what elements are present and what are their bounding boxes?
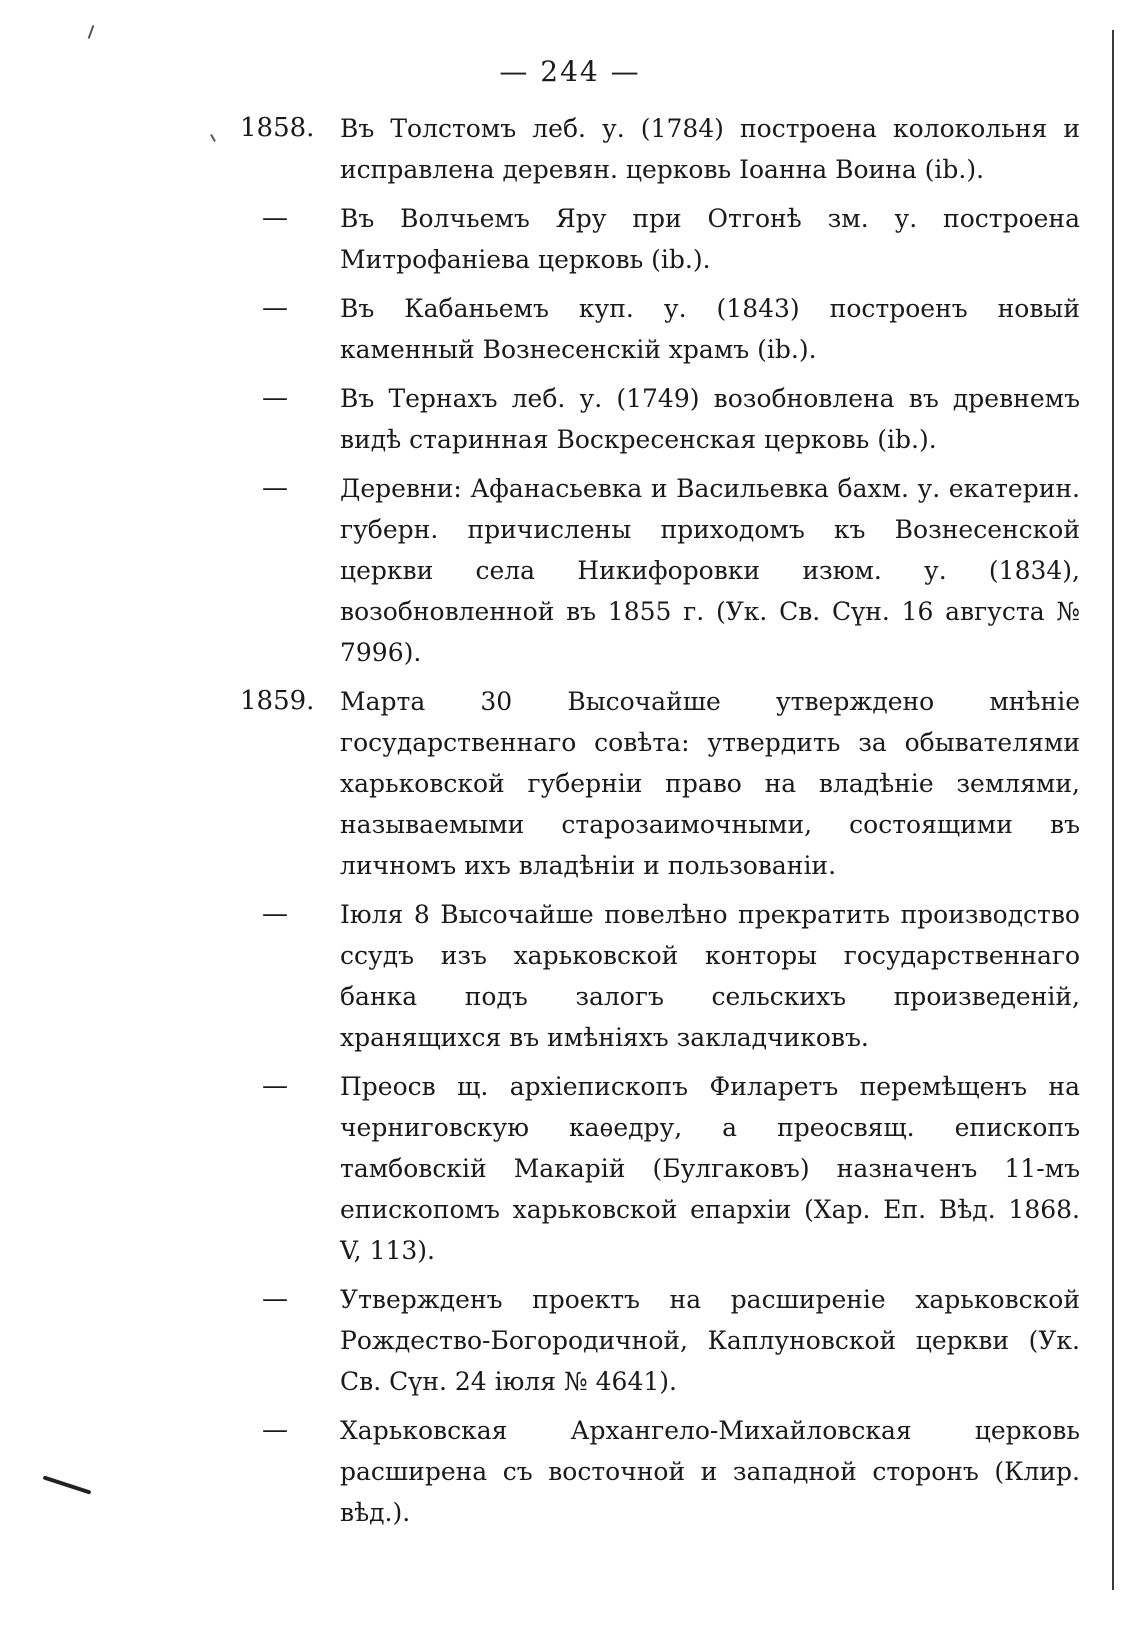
chronicle-entry (240, 468, 1080, 673)
entry-text: Харьковская Архангело-Михайловская церковь расширена съ восточной и западной сторонъ (Клир. вѣд.). (340, 1416, 1080, 1527)
entry-text: Въ Кабаньемъ куп. у. (1843) построенъ новый каменный Вознесенскій храмъ (ib.). (340, 294, 1080, 364)
chronicle-entry (240, 1279, 1080, 1402)
entry-dash: — (262, 1284, 288, 1314)
entry-dash: — (262, 293, 288, 323)
entry-text: Іюля 8 Высочайше повелѣно прекратить производство ссудъ изъ харьковской конторы государственнаго банка подъ залогъ сельскихъ произведеній, хранящихся въ имѣніяхъ закладчиковъ. (340, 900, 1080, 1052)
chronicle-entry (240, 1066, 1080, 1271)
entry-year: 1859. (240, 686, 315, 716)
entry-year: 1858. (240, 113, 315, 143)
stray-ink-mark (88, 25, 95, 39)
entry-text: Марта 30 Высочайше утверждено мнѣніе государственнаго совѣта: утвердить за обывателями харьковской губерніи право на владѣніе землями, называемыми старозаимочными, состоящими въ личномъ ихъ владѣніи и пользованіи. (340, 687, 1080, 880)
entry-dash: — (262, 473, 288, 503)
entry-dash: — (262, 203, 288, 233)
chronicle-entry (240, 198, 1080, 280)
stray-ink-mark (210, 134, 216, 142)
entry-text: Деревни: Афанасьевка и Васильевка бахм. у. екатерин. губерн. причислены приходомъ къ Вознесенской церкви села Никифоровки изюм. у. (1834), возобновленной въ 1855 г. (Ук. Св. Сүн. 16 августа № 7996). (340, 474, 1080, 667)
entry-dash: — (262, 899, 288, 929)
entry-dash: — (262, 1415, 288, 1445)
entry-dash: — (262, 1071, 288, 1101)
entry-text: Въ Толстомъ леб. у. (1784) построена колокольня и исправлена деревян. церковь Іоанна Воина (ib.). (340, 114, 1080, 184)
entry-text: Преосв щ. архіепископъ Филаретъ перемѣщенъ на черниговскую каѳедру, а преосвящ. епископъ тамбовскій Макарій (Булгаковъ) назначенъ 11-мъ епископомъ харьковской епархіи (Хар. Еп. Вѣд. 1868. V, 113). (340, 1072, 1080, 1265)
chronicle-entry (240, 378, 1080, 460)
entry-text: Утвержденъ проектъ на расширеніе харьковской Рождество-Богородичной, Каплуновской церкви (Ук. Св. Сүн. 24 іюля № 4641). (340, 1285, 1080, 1396)
entry-text: Въ Волчьемъ Яру при Отгонѣ зм. у. построена Митрофаніева церковь (ib.). (340, 204, 1080, 274)
chronicle-entries (240, 108, 1080, 1541)
chronicle-entry (240, 681, 1080, 886)
page-edge-rule (1112, 30, 1114, 1590)
entry-text: Въ Тернахъ леб. у. (1749) возобновлена въ древнемъ видѣ старинная Воскресенская церковь (ib.). (340, 384, 1080, 454)
entry-dash: — (262, 383, 288, 413)
page-number: — 244 — (499, 55, 641, 88)
chronicle-entry (240, 1410, 1080, 1533)
chronicle-entry (240, 288, 1080, 370)
chronicle-entry (240, 894, 1080, 1058)
stray-ink-mark (43, 1475, 92, 1494)
chronicle-entry (240, 108, 1080, 190)
